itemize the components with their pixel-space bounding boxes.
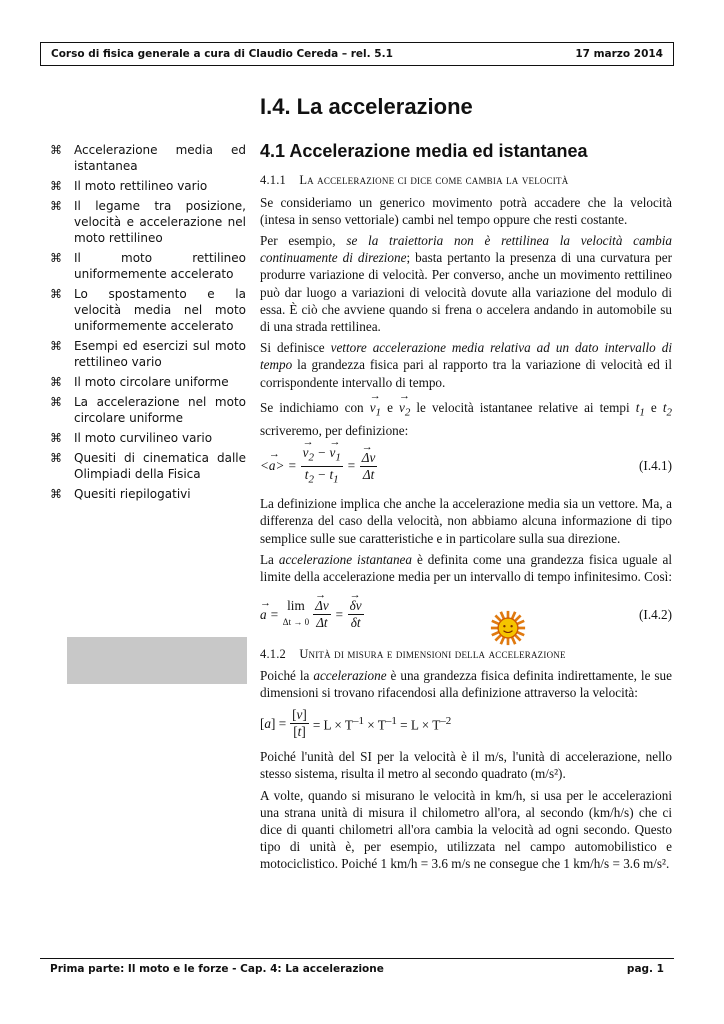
command-icon: ⌘ — [50, 395, 62, 409]
paragraph: Per esempio, se la traiettoria non è rettilinea la velocità cambia continuamente di direzione; basta pertanto la presenza di una curvatura per produrre variazione di velocità. Per converso, anche un movimento rettilineo può dar luogo a variazioni di velocità dovute alla variazione del modulo di essa. È ciò che avviene quando si frena o accelera andando in automobile su di una strada rettilinea. — [260, 233, 672, 335]
chapter-title: I.4. La accelerazione — [260, 94, 473, 119]
command-icon: ⌘ — [50, 143, 62, 157]
subsection-heading: 4.1.1 La accelerazione ci dice come cambia la velocità — [260, 173, 569, 188]
page-number: pag. 1 — [626, 963, 664, 975]
header-date: 17 marzo 2014 — [575, 48, 663, 60]
toc-item[interactable]: ⌘ Il moto rettilineo uniformemente accelerato — [50, 251, 246, 281]
footer-chapter: Prima parte: Il moto e le forze - Cap. 4: La accelerazione — [50, 963, 384, 975]
equation-1: <→ a> = → $\frac{v_2 - \to v_1}{t_2 - t_1}$ = → $\frac{\Delta v}{\Delta t}$ (I.4.1) — [260, 445, 672, 487]
command-icon: ⌘ — [50, 199, 62, 213]
command-icon: ⌘ — [50, 431, 62, 445]
equation-dimensions: [a] = $\frac{[v]}{[t]}$ = $L \times T^{-1} \times T^{-1} = L \times T^{-2}$ — [260, 707, 452, 740]
toc-item[interactable]: ⌘ La accelerazione nel moto circolare uniforme — [50, 395, 246, 425]
command-icon: ⌘ — [50, 339, 62, 353]
toc-item[interactable]: ⌘ Il legame tra posizione, velocità e accelerazione nel moto rettilineo — [50, 199, 246, 245]
toc-item[interactable]: ⌘ Il moto curvilineo vario — [50, 431, 213, 445]
command-icon: ⌘ — [50, 287, 62, 301]
toc-item[interactable]: ⌘ Esempi ed esercizi sul moto rettilineo vario — [50, 339, 246, 369]
page-header — [40, 42, 674, 66]
toc-item[interactable]: ⌘ Quesiti di cinematica dalle Olimpiadi della Fisica — [50, 451, 246, 481]
margin-gray-box — [67, 637, 247, 684]
paragraph: La definizione implica che anche la accelerazione media sia un vettore. Ma, a differenza del caso della velocità, non abbiamo alcuna informazione di tipo semplice sulle sue caratteristiche e in particolare sulla sua direzione. — [260, 496, 672, 546]
paragraph: Si definisce vettore accelerazione media relativa ad un dato intervallo di tempo la grandezza fisica pari al rapporto tra la variazione di velocità ed il corrispondente intervallo di tempo. — [260, 340, 672, 390]
chapter-toc — [50, 142, 246, 506]
command-icon: ⌘ — [50, 487, 62, 501]
main-content — [260, 94, 672, 877]
command-icon: ⌘ — [50, 179, 62, 193]
toc-item[interactable]: ⌘ Quesiti riepilogativi — [50, 487, 191, 501]
page-footer — [40, 958, 674, 975]
command-icon: ⌘ — [50, 451, 62, 465]
equation-2: → a = lim Δt → 0 → $\frac{\Delta v}{\Delta t}$ = → $\frac{\delta v}{\delta t}$ (I.4.2) — [260, 597, 672, 631]
paragraph: A volte, quando si misurano le velocità in km/h, si usa per le accelerazioni una strana unità di misura il chilometro all'ora, al secondo (km/h/s) che ci dice di quanti chilometri all'ora cambia la velocità ad ogni secondo. Questo tipo di unità è, per esempio, utilizzata nel campo automobilistico e motociclistico. Poiché 1 km/h = 3.6 m/s ne consegue che 1 km/h/s = 3.6 m/s². — [260, 787, 672, 872]
paragraph: Se indichiamo con → $v_1$ $e \to v_2$ le velocità istantanee relative ai tempi $t_1$ e $t_2$ scriveremo, per definizione: — [260, 399, 672, 439]
command-icon: ⌘ — [50, 375, 62, 389]
section-title: 4.1 Accelerazione media ed istantanea — [260, 141, 588, 162]
paragraph: Se consideriamo un generico movimento potrà accadere che la velocità (intesa in senso vettoriale) cambi nel tempo oppure che resti costante. — [260, 194, 672, 227]
paragraph: La accelerazione istantanea è definita come una grandezza fisica uguale al limite della accelerazione media per un intervallo di tempo infinitesimo. Così: — [260, 551, 672, 584]
paragraph: Poiché l'unità del SI per la velocità è il m/s, l'unità di accelerazione, nello stesso sistema, risulta il metro al secondo quadrato (m/s²). — [260, 749, 672, 782]
command-icon: ⌘ — [50, 251, 62, 265]
toc-item[interactable]: ⌘ Accelerazione media ed istantanea — [50, 143, 246, 173]
toc-item[interactable]: ⌘ Lo spostamento e la velocità media nel moto uniformemente accelerato — [50, 287, 246, 333]
paragraph: Poiché la accelerazione è una grandezza fisica definita indirettamente, le sue dimensioni si trovano rifacendosi alla definizione attraverso la velocità: — [260, 667, 672, 700]
subsection-heading: 4.1.2 Unità di misura e dimensioni della accelerazione — [260, 646, 566, 661]
equation-number: (I.4.2) — [639, 606, 672, 622]
toc-item[interactable]: ⌘ Il moto rettilineo vario — [50, 179, 208, 193]
toc-item[interactable]: ⌘ Il moto circolare uniforme — [50, 375, 229, 389]
header-course: Corso di fisica generale a cura di Claudio Cereda – rel. 5.1 — [51, 48, 393, 60]
equation-number: (I.4.1) — [639, 458, 672, 474]
